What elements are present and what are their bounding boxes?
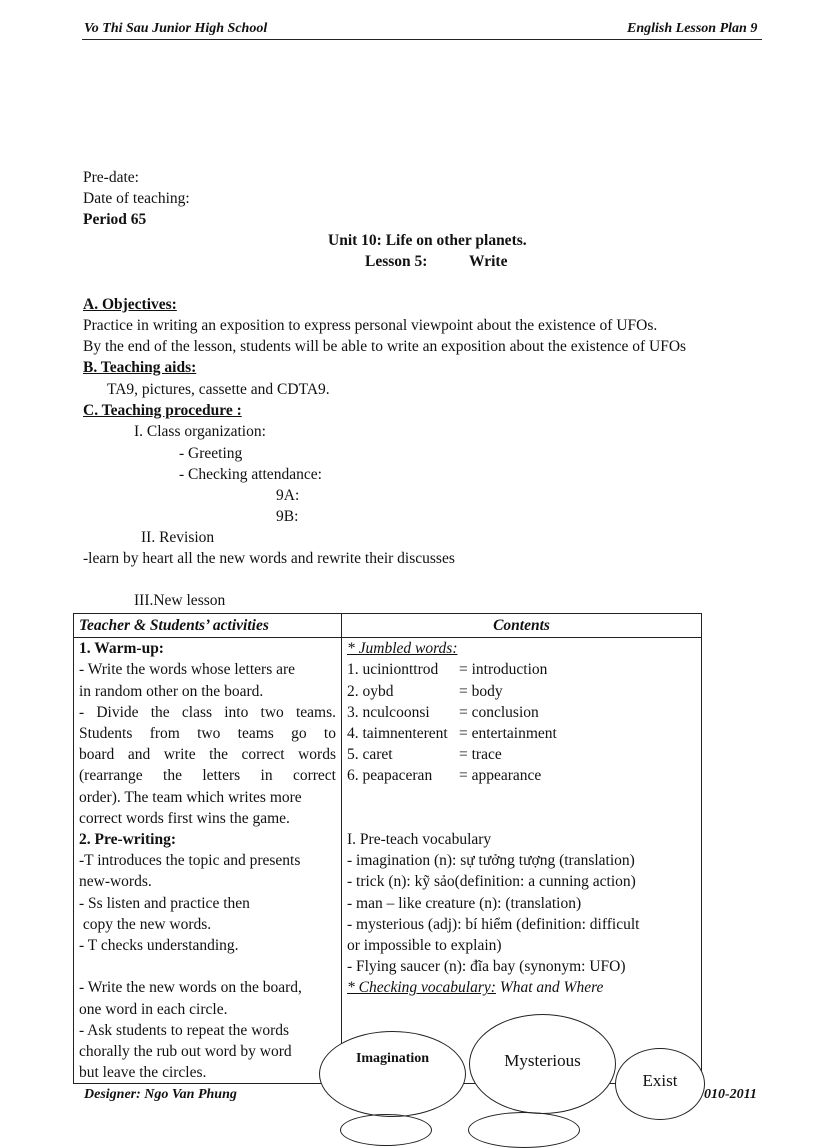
- jumbled-row: [347, 659, 696, 680]
- jumbled-row: [347, 723, 696, 744]
- pre-date: Pre-date:: [83, 169, 139, 186]
- jumbled-row: [347, 744, 696, 765]
- answer-word: = appearance: [459, 767, 542, 785]
- procedure-heading: C. Teaching procedure :: [83, 402, 242, 419]
- activity-line: (rearrange the letters in correct: [79, 767, 336, 785]
- table-header-row: [74, 614, 702, 638]
- activity-line: - Write the words whose letters are: [79, 661, 296, 679]
- blank-line: [347, 787, 696, 808]
- footer-designer: Designer: Ngo Van Phung: [84, 1087, 237, 1102]
- aids-text: TA9, pictures, cassette and CDTA9.: [107, 381, 330, 398]
- circle-partial: [340, 1114, 432, 1146]
- scrambled-word: 1. ucinionttrod: [347, 661, 439, 679]
- scrambled-word: 5. caret: [347, 746, 393, 764]
- answer-word: = body: [459, 682, 503, 700]
- activity-line: Students from two teams go to: [79, 725, 336, 743]
- activity-line: - Ss listen and practice then: [79, 894, 250, 912]
- period: Period 65: [83, 211, 147, 228]
- table-body-row: [74, 638, 702, 1084]
- lesson-table: [73, 613, 702, 1084]
- scrambled-word: 2. oybd: [347, 682, 394, 700]
- answer-word: = entertainment: [459, 725, 557, 743]
- warmup-heading: 1. Warm-up:: [79, 640, 164, 658]
- activity-line: but leave the circles.: [79, 1064, 207, 1082]
- scrambled-word: 4. taimnenterent: [347, 725, 448, 743]
- preteach-heading: I. Pre-teach vocabulary: [347, 831, 492, 848]
- lesson-number: Lesson 5:: [365, 253, 428, 270]
- circle-mysterious-label: Mysterious: [504, 1051, 581, 1070]
- unit-title: Unit 10: Life on other planets.: [328, 232, 527, 249]
- circle-exist-label: Exist: [642, 1071, 678, 1090]
- jumbled-row: [347, 702, 696, 723]
- blank-line: [347, 808, 696, 829]
- vocab-line: or impossible to explain): [347, 937, 502, 955]
- new-lesson-heading: III.New lesson: [134, 592, 226, 609]
- class-9a: 9A:: [276, 487, 300, 504]
- checking-rest: What and Where: [495, 979, 604, 997]
- checking-label: * Checking vocabulary:: [347, 979, 496, 997]
- revision-heading: II. Revision: [141, 529, 215, 546]
- activity-line: one word in each circle.: [79, 1000, 228, 1018]
- circle-imagination-label: Imagination: [355, 1051, 430, 1066]
- vocab-line: - mysterious (adj): bí hiểm (definition: difficult: [347, 915, 640, 933]
- date-of-teaching: Date of teaching:: [83, 190, 190, 207]
- activity-line: - Write the new words on the board,: [79, 979, 302, 997]
- activity-line: - Ask students to repeat the words: [79, 1021, 290, 1039]
- vocab-line: - man – like creature (n): (translation): [347, 894, 582, 912]
- col-activities-header: Teacher & Students’ activities: [74, 614, 342, 638]
- class-9b: 9B:: [276, 508, 299, 525]
- revision-task: -learn by heart all the new words and rewrite their discusses: [83, 550, 455, 567]
- activities-cell: [74, 638, 342, 1084]
- jumbled-heading: * Jumbled words:: [347, 640, 458, 658]
- aids-heading: B. Teaching aids:: [83, 359, 197, 376]
- circle-mysterious: [469, 1014, 616, 1114]
- objective-line-1: Practice in writing an exposition to express personal viewpoint about the existence of UFOs.: [83, 317, 658, 334]
- activity-line: chorally the rub out word by word: [79, 1043, 292, 1061]
- jumbled-row: [347, 681, 696, 702]
- activity-line: - T checks understanding.: [79, 937, 239, 955]
- header-rule: [82, 39, 762, 40]
- activity-line: - Divide the class into two teams.: [79, 703, 336, 721]
- activity-line: -T introduces the topic and presents: [79, 852, 301, 870]
- activity-line: in random other on the board.: [79, 682, 264, 700]
- circle-partial: [468, 1112, 580, 1148]
- header-subject: English Lesson Plan 9: [627, 21, 758, 36]
- vocab-line: - imagination (n): sự tưởng tượng (translation): [347, 852, 635, 870]
- scrambled-word: 6. peapaceran: [347, 767, 433, 785]
- col-contents-header: Contents: [342, 614, 702, 638]
- checking-vocabulary: [347, 977, 696, 998]
- answer-word: = trace: [459, 746, 502, 764]
- prewriting-heading: 2. Pre-writing:: [79, 831, 176, 849]
- objectives-heading: A. Objectives:: [83, 296, 177, 313]
- activity-line: board and write the correct words: [79, 746, 336, 764]
- jumbled-row: [347, 765, 696, 786]
- vocab-line: - trick (n): kỹ sảo(definition: a cunning action): [347, 873, 636, 891]
- objective-line-2: By the end of the lesson, students will be able to write an exposition about the existence of UFOs: [83, 338, 687, 355]
- class-organization: I. Class organization:: [134, 423, 266, 440]
- answer-word: = introduction: [459, 661, 548, 679]
- activity-line: order). The team which writes more: [79, 788, 302, 806]
- circle-imagination: [319, 1031, 466, 1117]
- blank-line: [79, 956, 336, 977]
- checking-attendance: - Checking attendance:: [179, 466, 322, 483]
- vocab-line: - Flying saucer (n): đĩa bay (synonym: UFO): [347, 958, 626, 976]
- scrambled-word: 3. nculcoonsi: [347, 703, 430, 721]
- lesson-skill: Write: [469, 253, 508, 270]
- footer-year: 010-2011: [704, 1087, 757, 1102]
- answer-word: = conclusion: [459, 703, 539, 721]
- greeting: - Greeting: [179, 445, 243, 462]
- header-school: Vo Thi Sau Junior High School: [84, 21, 268, 36]
- circle-exist: [615, 1048, 705, 1120]
- activity-line: new-words.: [79, 873, 152, 891]
- activity-line: copy the new words.: [79, 915, 212, 933]
- activity-line: correct words first wins the game.: [79, 809, 290, 827]
